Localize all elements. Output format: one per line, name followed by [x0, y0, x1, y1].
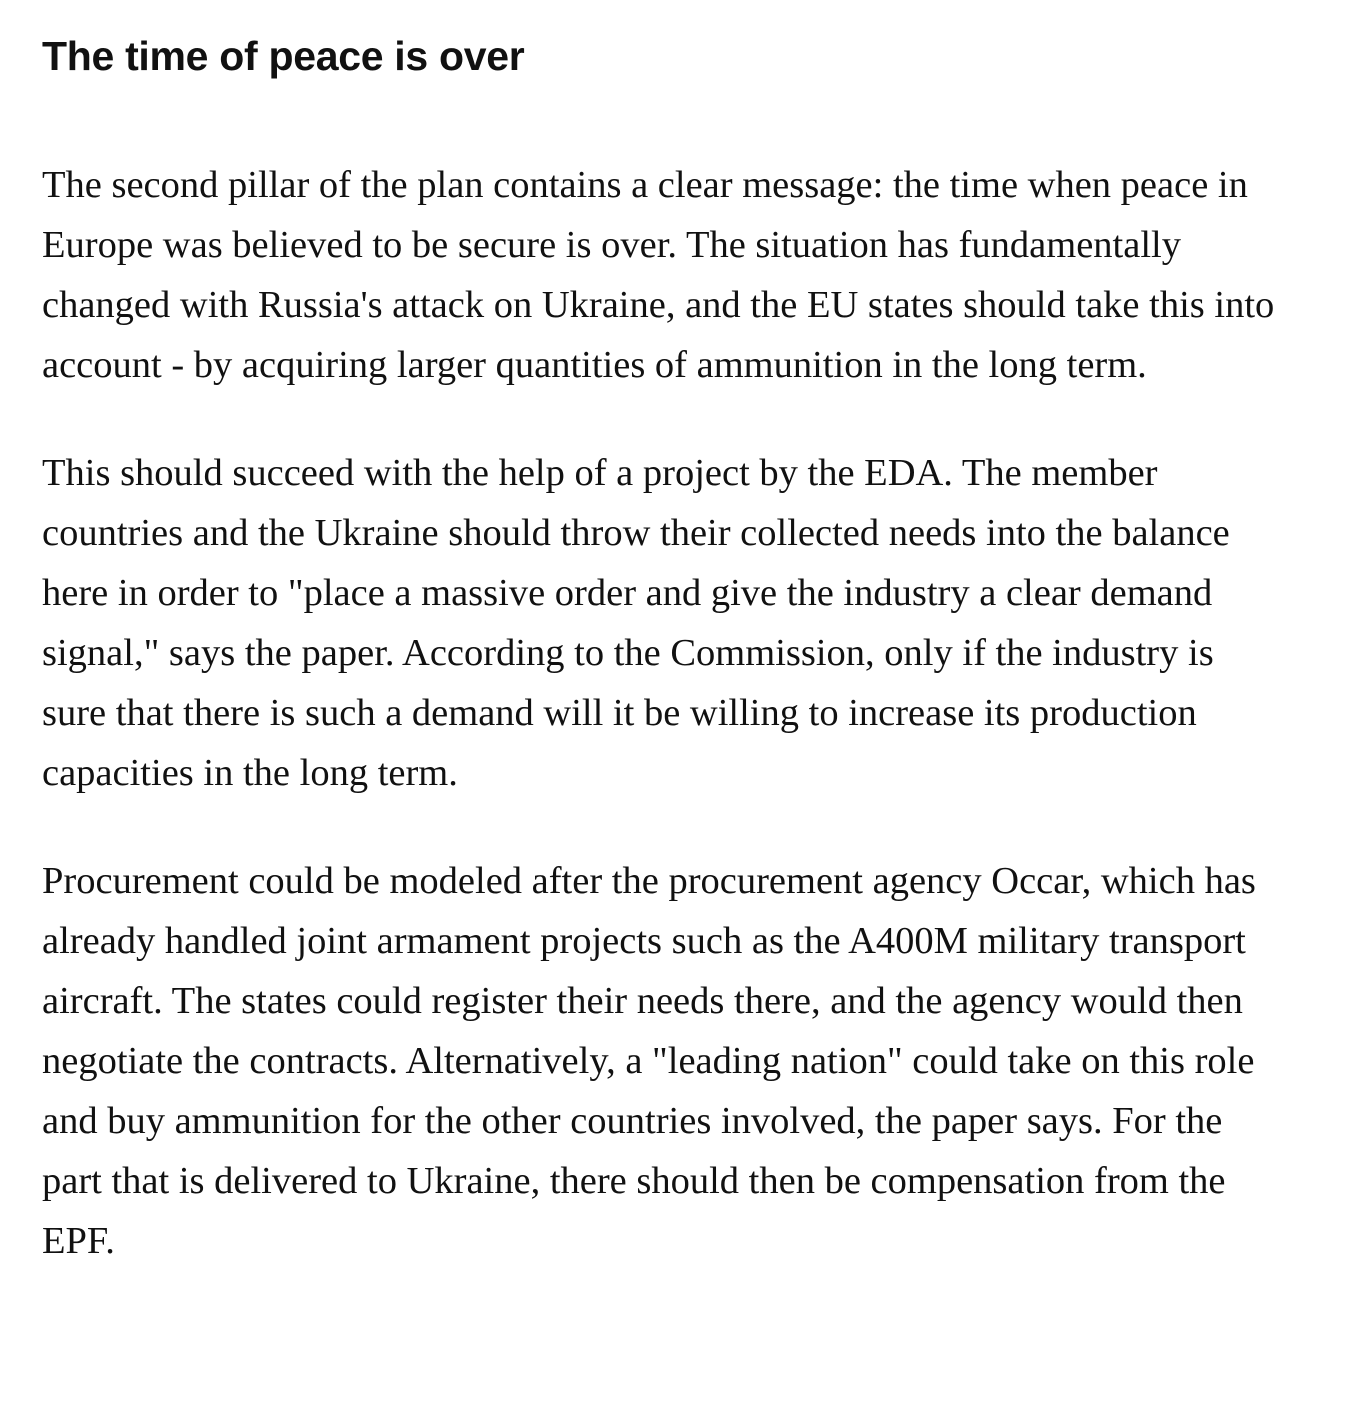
paragraph-1: The second pillar of the plan contains a clear message: the time when peace in Europe was believed to be secure is over. The situation has fundamentally changed with Russia's attack on Ukraine, and the EU states should take this into account - by acquiring larger quantities of ammunition in the long term. [42, 164, 1275, 386]
article-body [42, 26, 1282, 1319]
paragraph-2: This should succeed with the help of a project by the EDA. The member countries and the Ukraine should throw their collected needs into the balance here in order to "place a massive order and give the industry a clear demand signal," says the paper. According to the Commission, only if the industry is sure that there is such a demand will it be willing to increase its production capacities in the long term. [42, 452, 1230, 794]
paragraph-3: Procurement could be modeled after the procurement agency Occar, which has already handled joint armament projects such as the A400M military transport aircraft. The states could register their needs there, and the agency would then negotiate the contracts. Alternatively, a "leading nation" could take on this role and buy ammunition for the other countries involved, the paper says. For the part that is delivered to Ukraine, there should then be compensation from the EPF. [42, 860, 1256, 1262]
section-heading: The time of peace is over [42, 33, 525, 79]
